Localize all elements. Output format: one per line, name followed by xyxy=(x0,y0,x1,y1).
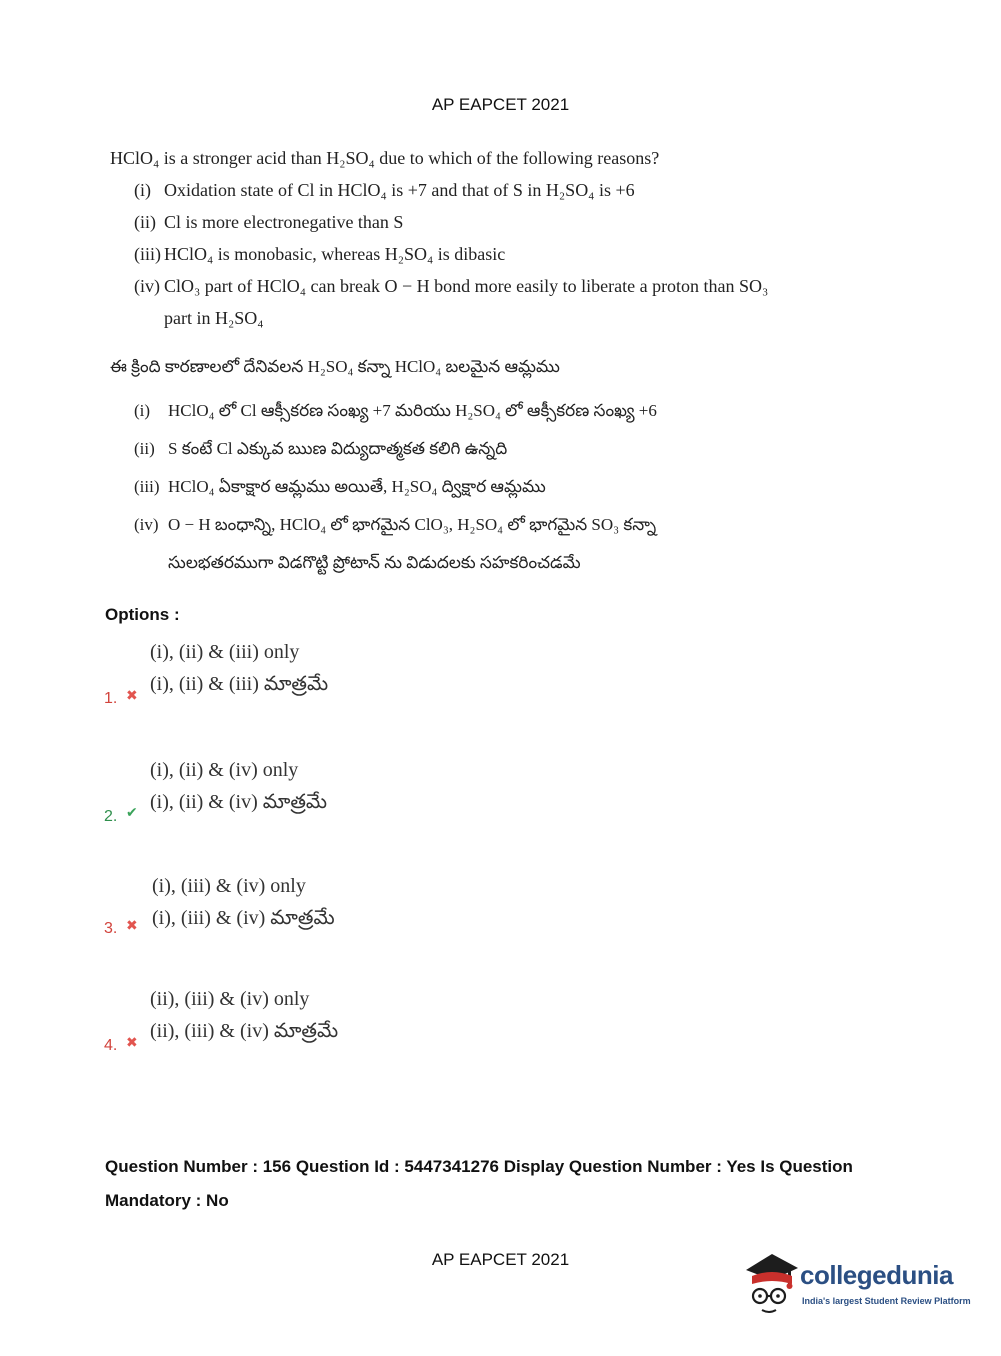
check-icon: ✔ xyxy=(126,805,138,821)
wrong-icon: ✖ xyxy=(126,1035,138,1051)
option-number: 4. xyxy=(104,1037,118,1054)
option-text-en: (i), (iii) & (iv) only xyxy=(152,875,306,897)
reason-item-en xyxy=(110,238,768,270)
options-label: Options : xyxy=(105,605,180,624)
reason-item-te xyxy=(110,392,657,430)
option-number: 3. xyxy=(104,920,118,937)
option-4 xyxy=(104,983,604,1073)
reason-text: S కంటే Cl ఎక్కువ ఋణ విద్యుదాత్మకత కలిగి ఉన్నది xyxy=(168,439,508,458)
reason-text: ClO₃ part of HClO₄ can break O − H bond more easily to liberate a proton than SO₃ xyxy=(164,276,769,296)
reason-item-en xyxy=(110,206,768,238)
reason-tag: (i) xyxy=(134,180,151,200)
page-header: AP EAPCET 2021 xyxy=(431,95,570,114)
reason-text: HClO₄ లో Cl ఆక్సీకరణ సంఖ్య +7 మరియు H₂SO₄ లో ఆక్సీకరణ సంఖ్య +6 xyxy=(168,401,657,420)
question-english xyxy=(110,142,768,334)
option-text-te: (i), (ii) & (iv) మాత్రమే xyxy=(150,791,328,813)
question-telugu xyxy=(110,352,657,582)
question-meta xyxy=(105,1150,925,1218)
reason-text: Oxidation state of Cl in HClO₄ is +7 and that of S in H₂SO₄ is +6 xyxy=(164,180,635,200)
wrong-icon: ✖ xyxy=(126,918,138,934)
reason-item-te xyxy=(110,430,657,468)
page-footer: AP EAPCET 2021 xyxy=(431,1250,570,1269)
question-stem-te: ఈ క్రింది కారణాలలో దేనివలన H₂SO₄ కన్నా HClO₄ బలమైన ఆమ్లము xyxy=(110,357,560,376)
reason-item-en xyxy=(110,270,768,302)
option-text-en: (i), (ii) & (iii) only xyxy=(150,641,300,663)
option-1 xyxy=(104,636,604,726)
reason-item-te xyxy=(110,506,657,544)
option-text-te: (i), (iii) & (iv) మాత్రమే xyxy=(152,907,335,929)
reason-tag: (iii) xyxy=(134,244,161,264)
reason-tag: (iv) xyxy=(134,515,159,534)
reason-text: HClO₄ is monobasic, whereas H₂SO₄ is dibasic xyxy=(164,244,506,264)
option-text-en: (ii), (iii) & (iv) only xyxy=(150,988,310,1010)
reason-tag: (i) xyxy=(134,401,151,420)
reason-tag: (iv) xyxy=(134,276,160,296)
reason-tag: (ii) xyxy=(134,212,156,232)
question-meta-line: Mandatory : No xyxy=(105,1191,229,1210)
reason-item-en xyxy=(110,174,768,206)
reason-tag: (iii) xyxy=(134,477,160,496)
mascot-icon xyxy=(742,1250,802,1320)
reason-text: O − H బంధాన్ని, HClO₄ లో భాగమైన ClO₃, H₂SO₄ లో భాగమైన SO₃ కన్నా xyxy=(168,515,657,534)
option-text-te: (i), (ii) & (iii) మాత్రమే xyxy=(150,673,329,695)
option-number: 2. xyxy=(104,808,118,825)
reason-text: HClO₄ ఏకాక్షార ఆమ్లము అయితే, H₂SO₄ ద్విక్షార ఆమ్లము xyxy=(168,477,546,496)
wrong-icon: ✖ xyxy=(126,688,138,704)
question-stem-en: HClO₄ is a stronger acid than H₂SO₄ due to which of the following reasons? xyxy=(110,148,660,168)
collegedunia-logo xyxy=(742,1250,972,1320)
reason-item-te xyxy=(110,468,657,506)
question-meta-line: Question Number : 156 Question Id : 5447341276 Display Question Number : Yes Is Question xyxy=(105,1157,853,1176)
reason-text: Cl is more electronegative than S xyxy=(164,212,404,232)
reason-continuation-en: part in H₂SO₄ xyxy=(164,308,264,328)
brand-name: collegedunia xyxy=(800,1260,953,1290)
reason-tag: (ii) xyxy=(134,439,155,458)
brand-tagline: India's largest Student Review Platform xyxy=(802,1296,971,1306)
option-text-te: (ii), (iii) & (iv) మాత్రమే xyxy=(150,1020,339,1042)
option-3 xyxy=(104,870,604,960)
option-text-en: (i), (ii) & (iv) only xyxy=(150,759,299,781)
reason-continuation-te: సులభతరముగా విడగొట్టి ప్రోటాన్ ను విడుదలకు సహకరించడమే xyxy=(168,553,581,572)
option-2 xyxy=(104,754,604,844)
option-number: 1. xyxy=(104,690,118,707)
